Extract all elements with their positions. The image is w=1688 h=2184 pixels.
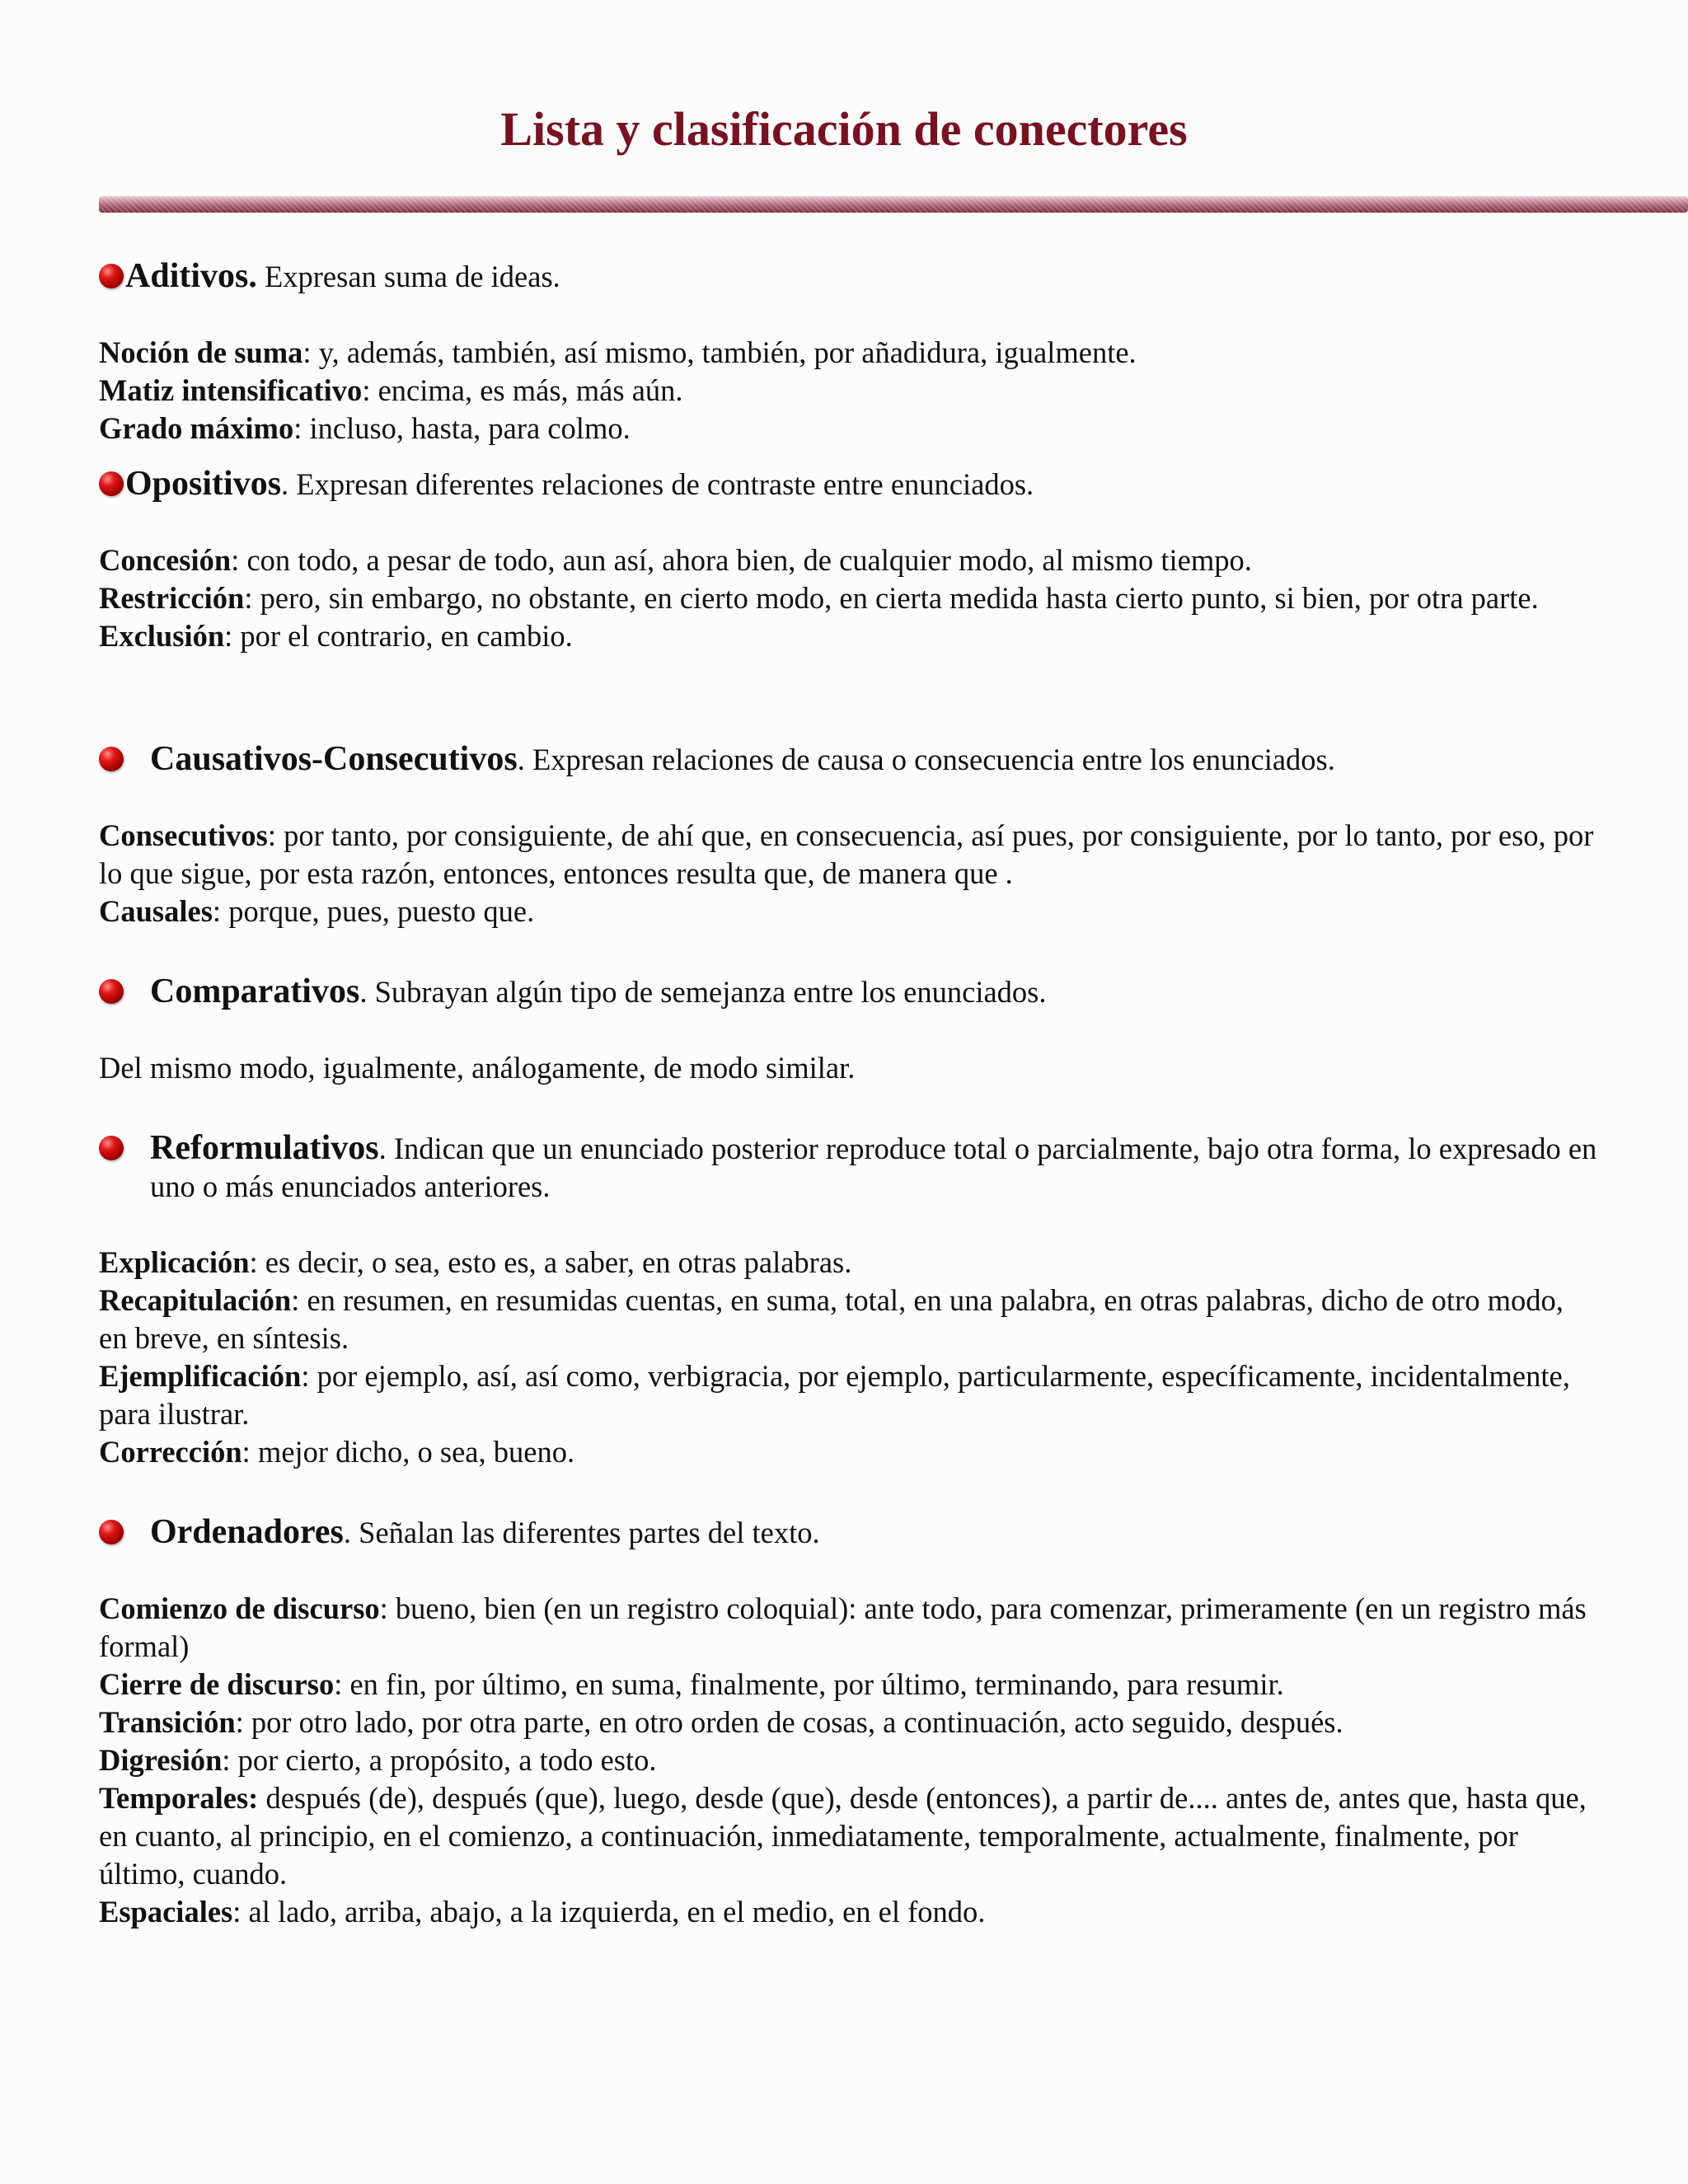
section-heading	[99, 1513, 1599, 1552]
section-title: Reformulativos	[150, 1129, 379, 1167]
list-item	[99, 1704, 1599, 1741]
item-text: : al lado, arriba, abajo, a la izquierda, en el medio, en el fondo.	[232, 1895, 986, 1929]
item-text: : incluso, hasta, para colmo.	[293, 411, 631, 445]
red-bullet-icon	[99, 1520, 124, 1544]
item-text: : bueno, bien (en un registro coloquial): ante todo, para comenzar, primeramente (en un registro más formal)	[99, 1591, 1587, 1663]
section-heading	[99, 1129, 1599, 1206]
red-bullet-icon	[99, 747, 124, 771]
list-item	[99, 334, 1599, 372]
plain-text: Del mismo modo, igualmente, análogamente, de modo similar.	[99, 1051, 856, 1085]
list-item	[99, 1590, 1599, 1666]
item-term: Comienzo de discurso	[99, 1591, 380, 1625]
item-term: Digresión	[99, 1743, 223, 1777]
section-description: . Indican que un enunciado posterior reproduce total o parcialmente, bajo otra forma, lo expresado en uno o más enunciados anteriores.	[150, 1132, 1597, 1203]
list-item	[99, 1357, 1599, 1433]
list-item	[99, 1433, 1599, 1471]
section-title: Opositivos	[125, 465, 282, 503]
item-text: : mejor dicho, o sea, bueno.	[241, 1435, 575, 1469]
list-item	[99, 1893, 1599, 1931]
list-item	[99, 1244, 1599, 1282]
section-description: . Expresan relaciones de causa o consecuencia entre los enunciados.	[517, 743, 1335, 776]
section-description: . Señalan las diferentes partes del texto.	[343, 1516, 820, 1549]
item-text: : con todo, a pesar de todo, aun así, ahora bien, de cualquier modo, al mismo tiempo.	[231, 543, 1252, 577]
item-term: Transición	[99, 1705, 236, 1739]
list-item	[99, 893, 1599, 930]
section-causativos-consecutivos	[99, 740, 1599, 930]
red-bullet-icon	[99, 264, 124, 288]
item-text: después (de), después (que), luego, desde (que), desde (entonces), a partir de.... antes de, antes que, hasta que, en cuanto, al principio, en el comienzo, a continuación, inmediatamente, temporalmente, actualmente, finalmente, por último, cuando.	[99, 1781, 1587, 1891]
section-title: Comparativos	[150, 972, 360, 1010]
section-description: . Subrayan algún tipo de semejanza entre los enunciados.	[359, 975, 1047, 1009]
list-item	[99, 541, 1599, 579]
section-title: Causativos-Consecutivos	[150, 740, 518, 778]
item-text: : por ejemplo, así, así como, verbigracia, por ejemplo, particularmente, específicamente, incidentalmente, para ilustrar.	[99, 1359, 1570, 1431]
section-opositivos	[99, 465, 1599, 655]
item-text: : por otro lado, por otra parte, en otro orden de cosas, a continuación, acto seguido, después.	[235, 1705, 1343, 1739]
list-item	[99, 817, 1599, 893]
item-text: : por cierto, a propósito, a todo esto.	[222, 1743, 657, 1777]
item-term: Corrección	[99, 1435, 242, 1469]
section-heading	[99, 465, 1599, 504]
section-reformulativos	[99, 1129, 1599, 1471]
list-item	[99, 1779, 1599, 1893]
item-term: Matiz intensificativo	[99, 373, 363, 407]
header-divider	[99, 196, 1688, 213]
item-text: : y, además, también, así mismo, también, por añadidura, igualmente.	[302, 335, 1137, 369]
item-text: : en resumen, en resumidas cuentas, en suma, total, en una palabra, en otras palabras, dicho de otro modo, en breve, en síntesis.	[99, 1283, 1564, 1355]
item-term: Restricción	[99, 581, 245, 615]
item-term: Grado máximo	[99, 411, 294, 445]
item-text: : es decir, o sea, esto es, a saber, en otras palabras.	[249, 1245, 852, 1279]
item-text: : por tanto, por consiguiente, de ahí que, en consecuencia, así pues, por consiguiente, por lo tanto, por eso, por lo que sigue, por esta razón, entonces, entonces resulta que, de manera que .	[99, 818, 1594, 890]
item-text: : porque, pues, puesto que.	[212, 894, 535, 928]
item-text: : en fin, por último, en suma, finalmente, por último, terminando, para resumir.	[334, 1667, 1284, 1701]
red-bullet-icon	[99, 979, 124, 1004]
section-ordenadores	[99, 1513, 1599, 1931]
item-term: Cierre de discurso	[99, 1667, 335, 1701]
list-item	[99, 1282, 1599, 1357]
list-item	[99, 579, 1599, 617]
section-title: Ordenadores	[150, 1513, 344, 1551]
section-heading	[99, 740, 1599, 779]
item-term: Espaciales	[99, 1895, 233, 1929]
section-comparativos	[99, 972, 1599, 1087]
item-term: Recapitulación	[99, 1283, 292, 1317]
list-item	[99, 617, 1599, 655]
item-term: Noción de suma	[99, 335, 303, 369]
item-term: Causales	[99, 894, 213, 928]
list-item	[99, 372, 1599, 410]
list-item	[99, 410, 1599, 448]
red-bullet-icon	[99, 1136, 124, 1160]
item-term: Exclusión	[99, 619, 225, 653]
section-description: Expresan suma de ideas.	[256, 260, 560, 293]
item-term: Concesión	[99, 543, 232, 577]
list-item	[99, 1666, 1599, 1704]
item-term: Ejemplificación	[99, 1359, 302, 1393]
item-term: Consecutivos	[99, 818, 268, 852]
section-description: . Expresan diferentes relaciones de contraste entre enunciados.	[281, 467, 1034, 501]
section-heading	[99, 972, 1599, 1011]
item-term: Temporales:	[99, 1781, 259, 1815]
section-heading	[99, 257, 1599, 296]
red-bullet-icon	[99, 471, 124, 496]
list-item	[99, 1741, 1599, 1779]
page-title: Lista y clasificación de conectores	[500, 102, 1188, 156]
item-text: : por el contrario, en cambio.	[224, 619, 573, 653]
item-text: : pero, sin embargo, no obstante, en cierto modo, en cierta medida hasta cierto punto, si bien, por otra parte.	[244, 581, 1539, 615]
item-text: : encima, es más, más aún.	[362, 373, 683, 407]
section-aditivos	[99, 257, 1599, 448]
item-term: Explicación	[99, 1245, 250, 1279]
section-title: Aditivos.	[125, 257, 257, 295]
